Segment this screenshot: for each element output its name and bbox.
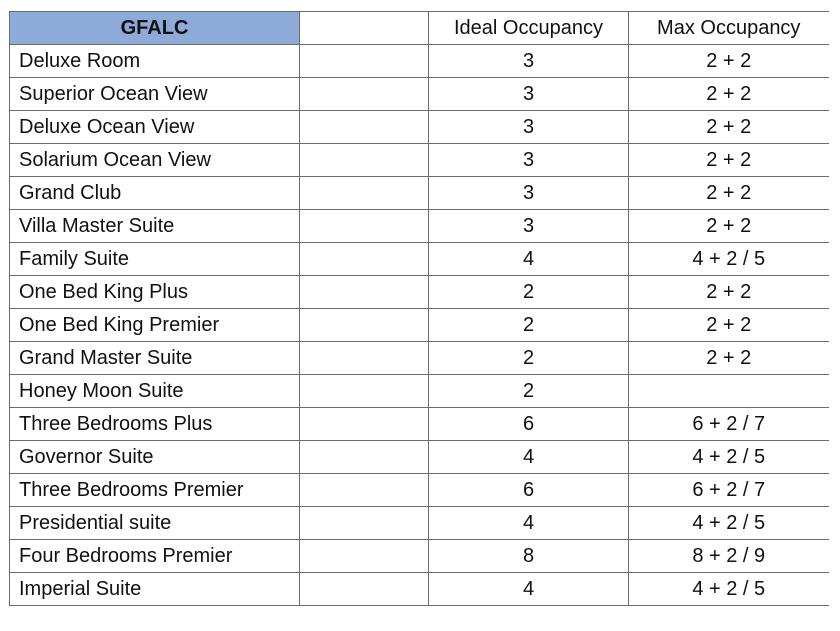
blank-cell xyxy=(300,573,429,606)
ideal-occupancy-cell: 3 xyxy=(429,111,629,144)
table-row xyxy=(10,78,829,111)
room-name-cell: Three Bedrooms Plus xyxy=(10,408,300,441)
room-name-cell: Imperial Suite xyxy=(10,573,300,606)
ideal-occupancy-cell: 2 xyxy=(429,342,629,375)
room-name-cell: Deluxe Room xyxy=(10,45,300,78)
blank-cell xyxy=(300,540,429,573)
ideal-occupancy-cell: 4 xyxy=(429,243,629,276)
ideal-occupancy-cell: 6 xyxy=(429,408,629,441)
max-occupancy-cell: 4 + 2 / 5 xyxy=(629,441,829,474)
table-row xyxy=(10,276,829,309)
room-name-cell: Four Bedrooms Premier xyxy=(10,540,300,573)
table-row xyxy=(10,243,829,276)
room-name-cell: Villa Master Suite xyxy=(10,210,300,243)
room-name-cell: Deluxe Ocean View xyxy=(10,111,300,144)
room-name-cell: Honey Moon Suite xyxy=(10,375,300,408)
blank-cell xyxy=(300,144,429,177)
max-occupancy-cell: 2 + 2 xyxy=(629,78,829,111)
table-row xyxy=(10,441,829,474)
max-occupancy-cell: 2 + 2 xyxy=(629,210,829,243)
room-name-cell: Presidential suite xyxy=(10,507,300,540)
max-occupancy-cell: 8 + 2 / 9 xyxy=(629,540,829,573)
ideal-occupancy-header: Ideal Occupancy xyxy=(429,12,629,45)
table-body xyxy=(10,45,829,606)
max-occupancy-cell xyxy=(629,375,829,408)
ideal-occupancy-cell: 2 xyxy=(429,309,629,342)
max-occupancy-cell: 4 + 2 / 5 xyxy=(629,243,829,276)
blank-cell xyxy=(300,441,429,474)
table-row xyxy=(10,45,829,78)
blank-cell xyxy=(300,309,429,342)
blank-cell xyxy=(300,78,429,111)
room-name-cell: Three Bedrooms Premier xyxy=(10,474,300,507)
blank-cell xyxy=(300,507,429,540)
blank-cell xyxy=(300,375,429,408)
occupancy-table xyxy=(9,11,829,606)
max-occupancy-cell: 2 + 2 xyxy=(629,111,829,144)
max-occupancy-cell: 6 + 2 / 7 xyxy=(629,408,829,441)
ideal-occupancy-cell: 3 xyxy=(429,144,629,177)
table-row xyxy=(10,144,829,177)
table-row xyxy=(10,309,829,342)
room-name-cell: Governor Suite xyxy=(10,441,300,474)
blank-header xyxy=(300,12,429,45)
blank-cell xyxy=(300,177,429,210)
ideal-occupancy-cell: 4 xyxy=(429,573,629,606)
max-occupancy-cell: 2 + 2 xyxy=(629,342,829,375)
ideal-occupancy-cell: 3 xyxy=(429,45,629,78)
blank-cell xyxy=(300,342,429,375)
max-occupancy-cell: 2 + 2 xyxy=(629,309,829,342)
table-row xyxy=(10,540,829,573)
table-row xyxy=(10,474,829,507)
room-name-cell: Grand Master Suite xyxy=(10,342,300,375)
room-name-cell: Grand Club xyxy=(10,177,300,210)
table-row xyxy=(10,507,829,540)
ideal-occupancy-cell: 6 xyxy=(429,474,629,507)
max-occupancy-header: Max Occupancy xyxy=(629,12,829,45)
max-occupancy-cell: 2 + 2 xyxy=(629,177,829,210)
max-occupancy-cell: 6 + 2 / 7 xyxy=(629,474,829,507)
table-row xyxy=(10,573,829,606)
max-occupancy-cell: 2 + 2 xyxy=(629,276,829,309)
blank-cell xyxy=(300,408,429,441)
blank-cell xyxy=(300,243,429,276)
max-occupancy-cell: 2 + 2 xyxy=(629,45,829,78)
blank-cell xyxy=(300,276,429,309)
blank-cell xyxy=(300,45,429,78)
ideal-occupancy-cell: 4 xyxy=(429,507,629,540)
ideal-occupancy-cell: 3 xyxy=(429,210,629,243)
header-row xyxy=(10,12,829,45)
table-row xyxy=(10,177,829,210)
blank-cell xyxy=(300,111,429,144)
table-row xyxy=(10,210,829,243)
blank-cell xyxy=(300,210,429,243)
ideal-occupancy-cell: 8 xyxy=(429,540,629,573)
room-name-cell: Superior Ocean View xyxy=(10,78,300,111)
brand-header: GFALC xyxy=(10,12,300,45)
table-row xyxy=(10,408,829,441)
ideal-occupancy-cell: 3 xyxy=(429,78,629,111)
ideal-occupancy-cell: 2 xyxy=(429,276,629,309)
table-row xyxy=(10,375,829,408)
table-row xyxy=(10,342,829,375)
max-occupancy-cell: 4 + 2 / 5 xyxy=(629,507,829,540)
room-name-cell: Solarium Ocean View xyxy=(10,144,300,177)
max-occupancy-cell: 4 + 2 / 5 xyxy=(629,573,829,606)
room-name-cell: One Bed King Plus xyxy=(10,276,300,309)
max-occupancy-cell: 2 + 2 xyxy=(629,144,829,177)
blank-cell xyxy=(300,474,429,507)
ideal-occupancy-cell: 3 xyxy=(429,177,629,210)
ideal-occupancy-cell: 2 xyxy=(429,375,629,408)
room-name-cell: One Bed King Premier xyxy=(10,309,300,342)
table-row xyxy=(10,111,829,144)
room-name-cell: Family Suite xyxy=(10,243,300,276)
ideal-occupancy-cell: 4 xyxy=(429,441,629,474)
